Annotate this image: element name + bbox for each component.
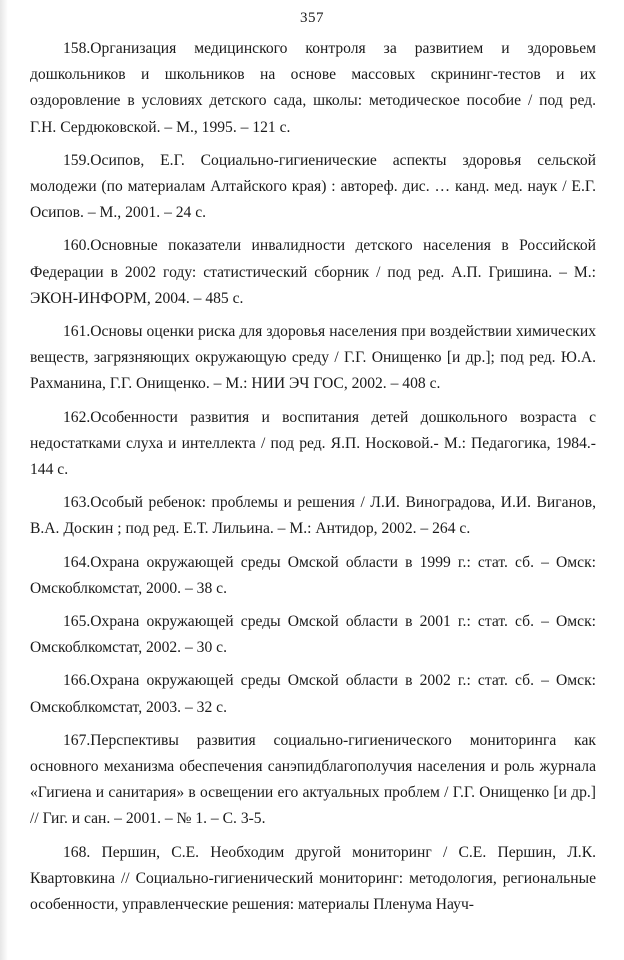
reference-text: Особенности развития и воспитания детей дошкольного возраста с недостатками слуха и интеллекта / под ред. Я.П. Носковой.- М.: Педагогика, 1984.- 144 с. xyxy=(30,408,596,479)
reference-text: Осипов, Е.Г. Социально-гигиенические аспекты здоровья сельской молодежи (по материалам Алтайского края) : автореф. дис. … канд. мед. наук / Е.Г. Осипов. – М., 2001. – 24 с. xyxy=(30,151,596,222)
reference-item xyxy=(30,148,596,227)
reference-number: 165. xyxy=(63,613,91,631)
page-number: 357 xyxy=(300,10,324,26)
reference-item xyxy=(30,728,596,833)
reference-list xyxy=(30,36,596,925)
reference-item xyxy=(30,550,596,602)
reference-number: 159. xyxy=(63,151,91,169)
reference-number: 161. xyxy=(63,323,91,341)
reference-item xyxy=(30,405,596,484)
reference-item xyxy=(30,609,596,661)
reference-number: 164. xyxy=(63,553,91,571)
reference-item xyxy=(30,490,596,542)
reference-item xyxy=(30,36,596,141)
reference-text: Перспективы развития социально-гигиенического мониторинга как основного механизма обеспечения санэпидблагополучия населения и роль журнала «Гигиена и санитария» в освещении его актуальных проблем / Г.Г. Онищенко [и др.] // Гиг. и сан. – 2001. – № 1. – С. 3-5. xyxy=(30,731,596,828)
reference-text: Першин, С.Е. Необходим другой мониторинг / С.Е. Першин, Л.К. Квартовкина // Социально-гигиенический мониторинг: методология, региональные особенности, управленческие решения: материалы Пленума Науч- xyxy=(30,843,596,914)
reference-text: Особый ребенок: проблемы и решения / Л.И. Виноградова, И.И. Виганов, В.А. Доскин ; под ред. Е.Т. Лильина. – М.: Антидор, 2002. – 264 с. xyxy=(30,494,596,538)
reference-text: Основы оценки риска для здоровья населения при воздействии химических веществ, загрязняющих окружающую среду / Г.Г. Онищенко [и др.]; под ред. Ю.А. Рахманина, Г.Г. Онищенко. – М.: НИИ ЭЧ ГОС, 2002. – 408 с. xyxy=(30,323,596,393)
reference-text: Основные показатели инвалидности детского населения в Российской Федерации в 2002 году: статистический сборник / под ред. А.П. Гришина. – М.: ЭКОН-ИНФОРМ, 2004. – 485 с. xyxy=(30,237,596,307)
reference-item xyxy=(30,668,596,720)
reference-number: 167. xyxy=(63,731,91,749)
reference-number: 163. xyxy=(63,494,91,512)
scan-edge-shadow xyxy=(0,0,8,960)
reference-text: Охрана окружающей среды Омской области в 1999 г.: стат. сб. – Омск: Омскоблкомстат, 2000. – 38 с. xyxy=(30,553,596,597)
reference-text: Организация медицинского контроля за развитием и здоровьем дошкольников и школьников на основе массовых скрининг-тестов и их оздоровление в условиях детского сада, школы: методическое пособие / под ред. Г.Н. Сердюковской. – М., 1995. – 121 с. xyxy=(30,40,596,136)
reference-text: Охрана окружающей среды Омской области в 2002 г.: стат. сб. – Омск: Омскоблкомстат, 2003. – 32 с. xyxy=(30,672,596,716)
reference-item xyxy=(30,840,596,919)
reference-text: Охрана окружающей среды Омской области в 2001 г.: стат. сб. – Омск: Омскоблкомстат, 2002. – 30 с. xyxy=(30,613,596,657)
reference-number: 160. xyxy=(63,237,91,255)
reference-number: 158. xyxy=(63,40,91,57)
reference-number: 162. xyxy=(63,408,91,426)
reference-item xyxy=(30,233,596,312)
reference-item xyxy=(30,319,596,398)
reference-number: 166. xyxy=(63,672,91,690)
reference-number: 168. xyxy=(63,843,91,861)
